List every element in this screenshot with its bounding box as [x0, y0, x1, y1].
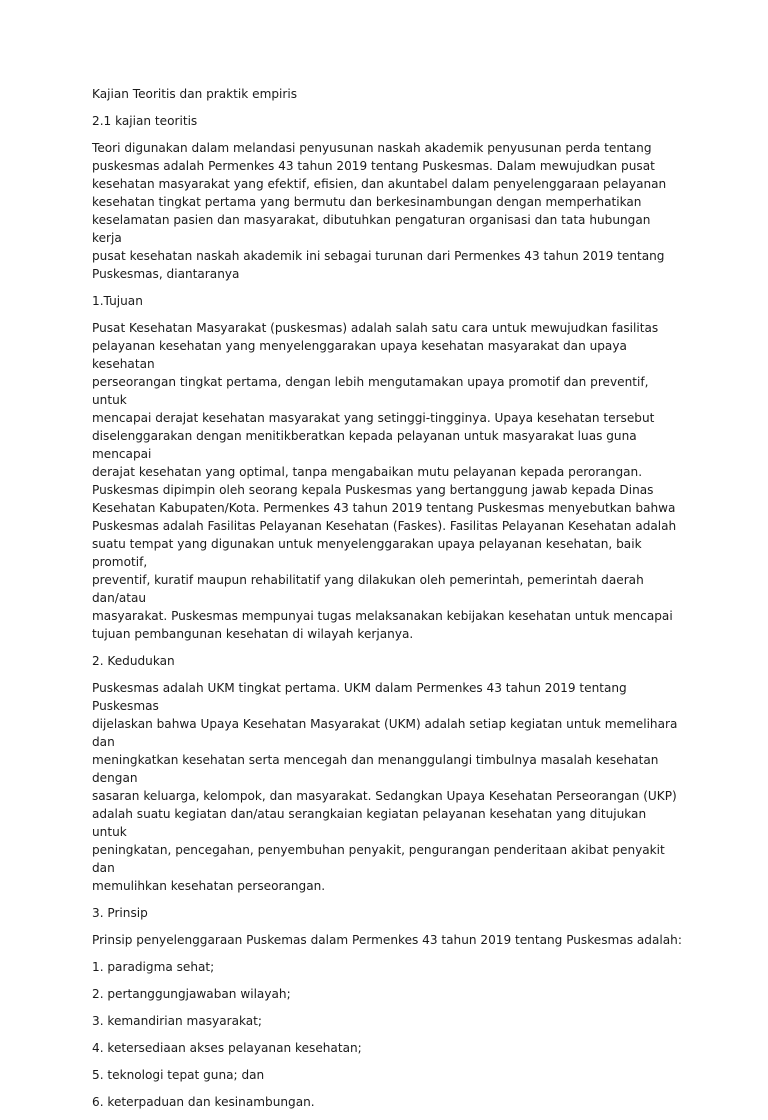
list-item: 3. kemandirian masyarakat;: [92, 1014, 263, 1028]
document-page: [92, 85, 682, 1120]
section-heading-tujuan: 1.Tujuan: [92, 294, 143, 308]
kedudukan-paragraph: Puskesmas adalah UKM tingkat pertama. UKM dalam Permenkes 43 tahun 2019 tentang Puskesmas dijelaskan bahwa Upaya Kesehatan Masyarakat (UKM) adalah setiap kegiatan untuk memelihara dan meningkatkan kesehatan serta mencegah dan menanggulangi timbulnya masalah kesehatan dengan sasaran keluarga, kelompok, dan masyarakat. Sedangkan Upaya Kesehatan Perseorangan (UKP) adalah suatu kegiatan dan/atau serangkaian kegiatan pelayanan kesehatan yang ditujukan untuk peningkatan, pencegahan, penyembuhan penyakit, pengurangan penderitaan akibat penyakit dan memulihkan kesehatan perseorangan.: [92, 681, 678, 893]
prinsip-intro: Prinsip penyelenggaraan Puskemas dalam Permenkes 43 tahun 2019 tentang Puskesmas adalah:: [92, 933, 682, 947]
prinsip-list: [92, 958, 682, 1111]
list-item: 6. keterpaduan dan kesinambungan.: [92, 1095, 315, 1109]
list-item: 4. ketersediaan akses pelayanan kesehatan;: [92, 1041, 362, 1055]
section-heading-prinsip: 3. Prinsip: [92, 906, 148, 920]
intro-paragraph: Teori digunakan dalam melandasi penyusunan naskah akademik penyusunan perda tentang puskesmas adalah Permenkes 43 tahun 2019 tentang Puskesmas. Dalam mewujudkan pusat kesehatan masyarakat yang efektif, efisien, dan akuntabel dalam penyelenggaraan pelayanan kesehatan tingkat pertama yang bermutu dan berkesinambungan dengan memperhatikan keselamatan pasien dan masyarakat, dibutuhkan pengaturan organisasi dan tata hubungan kerja pusat kesehatan naskah akademik ini sebagai turunan dari Permenkes 43 tahun 2019 tentang Puskesmas, diantaranya: [92, 141, 667, 281]
document-title: Kajian Teoritis dan praktik empiris: [92, 87, 298, 101]
section-heading-kajian-teoritis: 2.1 kajian teoritis: [92, 114, 198, 128]
list-item: 5. teknologi tepat guna; dan: [92, 1068, 265, 1082]
list-item: 1. paradigma sehat;: [92, 960, 215, 974]
list-item: 2. pertanggungjawaban wilayah;: [92, 987, 291, 1001]
tujuan-paragraph: Pusat Kesehatan Masyarakat (puskesmas) adalah salah satu cara untuk mewujudkan fasilitas pelayanan kesehatan yang menyelenggarakan upaya kesehatan masyarakat dan upaya kesehatan perseorangan tingkat pertama, dengan lebih mengutamakan upaya promotif dan preventif, untuk mencapai derajat kesehatan masyarakat yang setinggi-tingginya. Upaya kesehatan tersebut diselenggarakan dengan menitikberatkan kepada pelayanan untuk masyarakat luas guna mencapai derajat kesehatan yang optimal, tanpa mengabaikan mutu pelayanan kepada perorangan. Puskesmas dipimpin oleh seorang kepala Puskesmas yang bertanggung jawab kepada Dinas Kesehatan Kabupaten/Kota. Permenkes 43 tahun 2019 tentang Puskesmas menyebutkan bahwa Puskesmas adalah Fasilitas Pelayanan Kesehatan (Faskes). Fasilitas Pelayanan Kesehatan adalah suatu tempat yang digunakan untuk menyelenggarakan upaya pelayanan kesehatan, baik promotif, preventif, kuratif maupun rehabilitatif yang dilakukan oleh pemerintah, pemerintah daerah dan/atau masyarakat. Puskesmas mempunyai tugas melaksanakan kebijakan kesehatan untuk mencapai tujuan pembangunan kesehatan di wilayah kerjanya.: [92, 321, 677, 641]
section-heading-kedudukan: 2. Kedudukan: [92, 654, 175, 668]
